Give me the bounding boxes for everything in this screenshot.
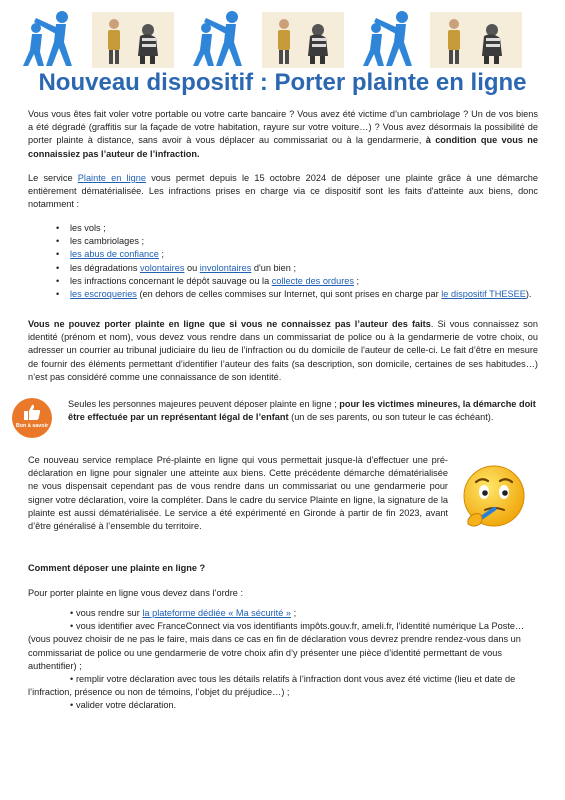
intro-paragraph: [28, 108, 538, 161]
ma-securite-link[interactable]: la plateforme dédiée « Ma sécurité »: [142, 608, 292, 618]
step-text: vous rendre sur: [76, 608, 143, 618]
illustration-tile: [430, 12, 522, 68]
step-text: ;: [291, 608, 297, 618]
thief-silhouette-icon: [192, 8, 250, 68]
intro-text: Vous vous êtes fait voler votre portable ou votre carte bancaire ? Vous avez été victime d’un cambriolage ? Un de vos biens a été dégradé (graffitis sur la façade de votre habitation, rayure sur votre voiture…) ? Vous avez désormais la possibilité de porter plainte à distance, sans avoir à vous déplacer au commissariat ou à la gendarmerie,: [28, 109, 538, 146]
list-item-text: les vols ;: [70, 223, 106, 233]
identity-text: . Si vous connaissez son identité (prénom et nom), vous devez vous rendre dans un commissariat de police ou à la gendarmerie de votre choix, ou adresser un courrier au tribunal judiciaire du lieu de l’infraction ou du domicile de l'auteur de celle-ci. Le fait d’être en mesure de fournir des éléments permettant d’identifier l’auteur des faits (sa description, son domicile, certaines de ses habitudes…) n’est pas considéré comme une connaissance de son identité.: [28, 319, 538, 382]
list-item: [56, 248, 540, 261]
page-title: Nouveau dispositif : Porter plainte en ligne: [38, 69, 527, 96]
list-item-text: les infractions concernant le dépôt sauvage ou la: [70, 275, 272, 286]
steps-list: [28, 607, 538, 713]
service-text: Le service: [28, 173, 78, 183]
bullet: •: [70, 674, 74, 685]
list-item: [28, 673, 538, 699]
list-item-text: ).: [525, 289, 532, 300]
thinking-emoji-icon: [458, 462, 528, 534]
history-paragraph: Ce nouveau service remplace Pré-plainte en ligne qui vous permettait jusque-là d'effectuer une pré-déclaration en ligne pour signaler une atteinte aux biens. Cette précédente démarche dématérialisée ne vous dispensait cependant pas de vous rendre dans un commissariat ou une gendarmerie pour signer votre déclaration, voire la compléter. Dans le cadre du service Plainte en ligne, la signature de la plainte est aussi dématérialisée. Le service a été expérimenté en Gironde à partir de fin 2023, avant d’être généralisé à l’ensemble du territoire.: [28, 455, 448, 532]
dispositif-thesee-link[interactable]: le dispositif THESEE: [441, 289, 526, 300]
pickpocket-scene-icon: [262, 12, 344, 68]
infractions-list: [56, 222, 540, 301]
list-item-text: les dégradations: [70, 262, 140, 273]
step-text: vous identifier avec FranceConnect via vos identifiants impôts.gouv.fr, ameli.fr, l’identité numérique La Poste… (vous pouvez choisir de ne pas le faire, mais dans ce cas en fin de déclaration vous devrez prendre rendez-vous dans un commissariat de police ou une gendarmerie de votre choix afin d’y présenter une pièce d’identité permettant de vous authentifier) ;: [28, 621, 525, 671]
step-text: remplir votre déclaration avec tous les détails relatifs à l’infraction dont vous avez été victime (lieu et date de l’infraction, présence ou non de témoins, l’objet du préjudice…) ;: [28, 674, 516, 698]
list-item: [28, 620, 538, 673]
bullet: •: [70, 608, 74, 618]
good-to-know-bold: pour les victimes mineures, la démarche doit être effectuée par un représentant légal de l’enfant: [68, 399, 536, 423]
good-to-know-text: (un de ses parents, ou son tuteur le cas échéant).: [288, 412, 494, 423]
list-item: [56, 222, 540, 235]
list-item: [28, 699, 538, 712]
service-text: vous permet depuis le 15 octobre 2024 de déposer une plainte grâce à une démarche entièrement dématérialisée. Les infractions prises en charge via ce dispositif sont les faits d'atteinte aux biens, donc notamment :: [28, 173, 538, 210]
escroqueries-link[interactable]: les escroqueries: [70, 289, 137, 300]
list-item-text: les cambriolages ;: [70, 236, 145, 247]
volontaires-link[interactable]: volontaires: [139, 262, 185, 273]
list-item: [56, 288, 540, 301]
good-to-know-text: Seules les personnes majeures peuvent déposer plainte en ligne ;: [68, 399, 340, 409]
thief-silhouette-icon: [22, 8, 80, 68]
illustration-tile: [262, 12, 344, 68]
plainte-en-ligne-link[interactable]: Plainte en ligne: [77, 173, 146, 183]
involontaires-link[interactable]: involontaires: [199, 262, 252, 273]
list-item-text: ou: [184, 262, 200, 273]
identity-paragraph: [28, 318, 538, 384]
good-to-know-paragraph: [68, 398, 538, 424]
illustration-tile: [92, 12, 174, 68]
how-heading-text: Comment déposer une plainte en ligne ?: [28, 563, 206, 573]
service-paragraph: [28, 172, 538, 212]
list-item: [56, 262, 540, 275]
list-item-text: d'un bien ;: [251, 262, 297, 273]
step-text: valider votre déclaration.: [76, 700, 177, 711]
how-intro: Pour porter plainte en ligne vous devez dans l’ordre :: [28, 588, 244, 598]
how-heading: [28, 562, 538, 575]
intro-condition: à condition que vous ne connaissiez pas l’auteur de l’infraction.: [28, 135, 538, 159]
header-illustration-banner: [22, 8, 542, 70]
list-item: [56, 235, 540, 248]
good-to-know-label: Bon à savoir: [15, 423, 49, 429]
list-item: [56, 275, 540, 288]
list-item-text: (en dehors de celles commises sur Internet, qui sont prises en charge par: [136, 289, 442, 300]
pickpocket-scene-icon: [92, 12, 174, 68]
bullet: •: [70, 700, 74, 711]
list-item-text: ;: [158, 249, 164, 260]
thumbs-up-icon: [23, 403, 41, 421]
list-item: [28, 607, 538, 620]
pickpocket-scene-icon: [430, 12, 522, 68]
collecte-des-ordures-link[interactable]: collecte des ordures: [271, 275, 354, 286]
bullet: •: [70, 621, 74, 632]
abus-de-confiance-link[interactable]: les abus de confiance: [70, 249, 159, 260]
good-to-know-badge: [12, 398, 52, 438]
identity-bold: Vous ne pouvez porter plainte en ligne que si vous ne connaissez pas l’auteur des faits: [28, 319, 431, 329]
list-item-text: ;: [353, 275, 360, 286]
thief-silhouette-icon: [362, 8, 420, 68]
